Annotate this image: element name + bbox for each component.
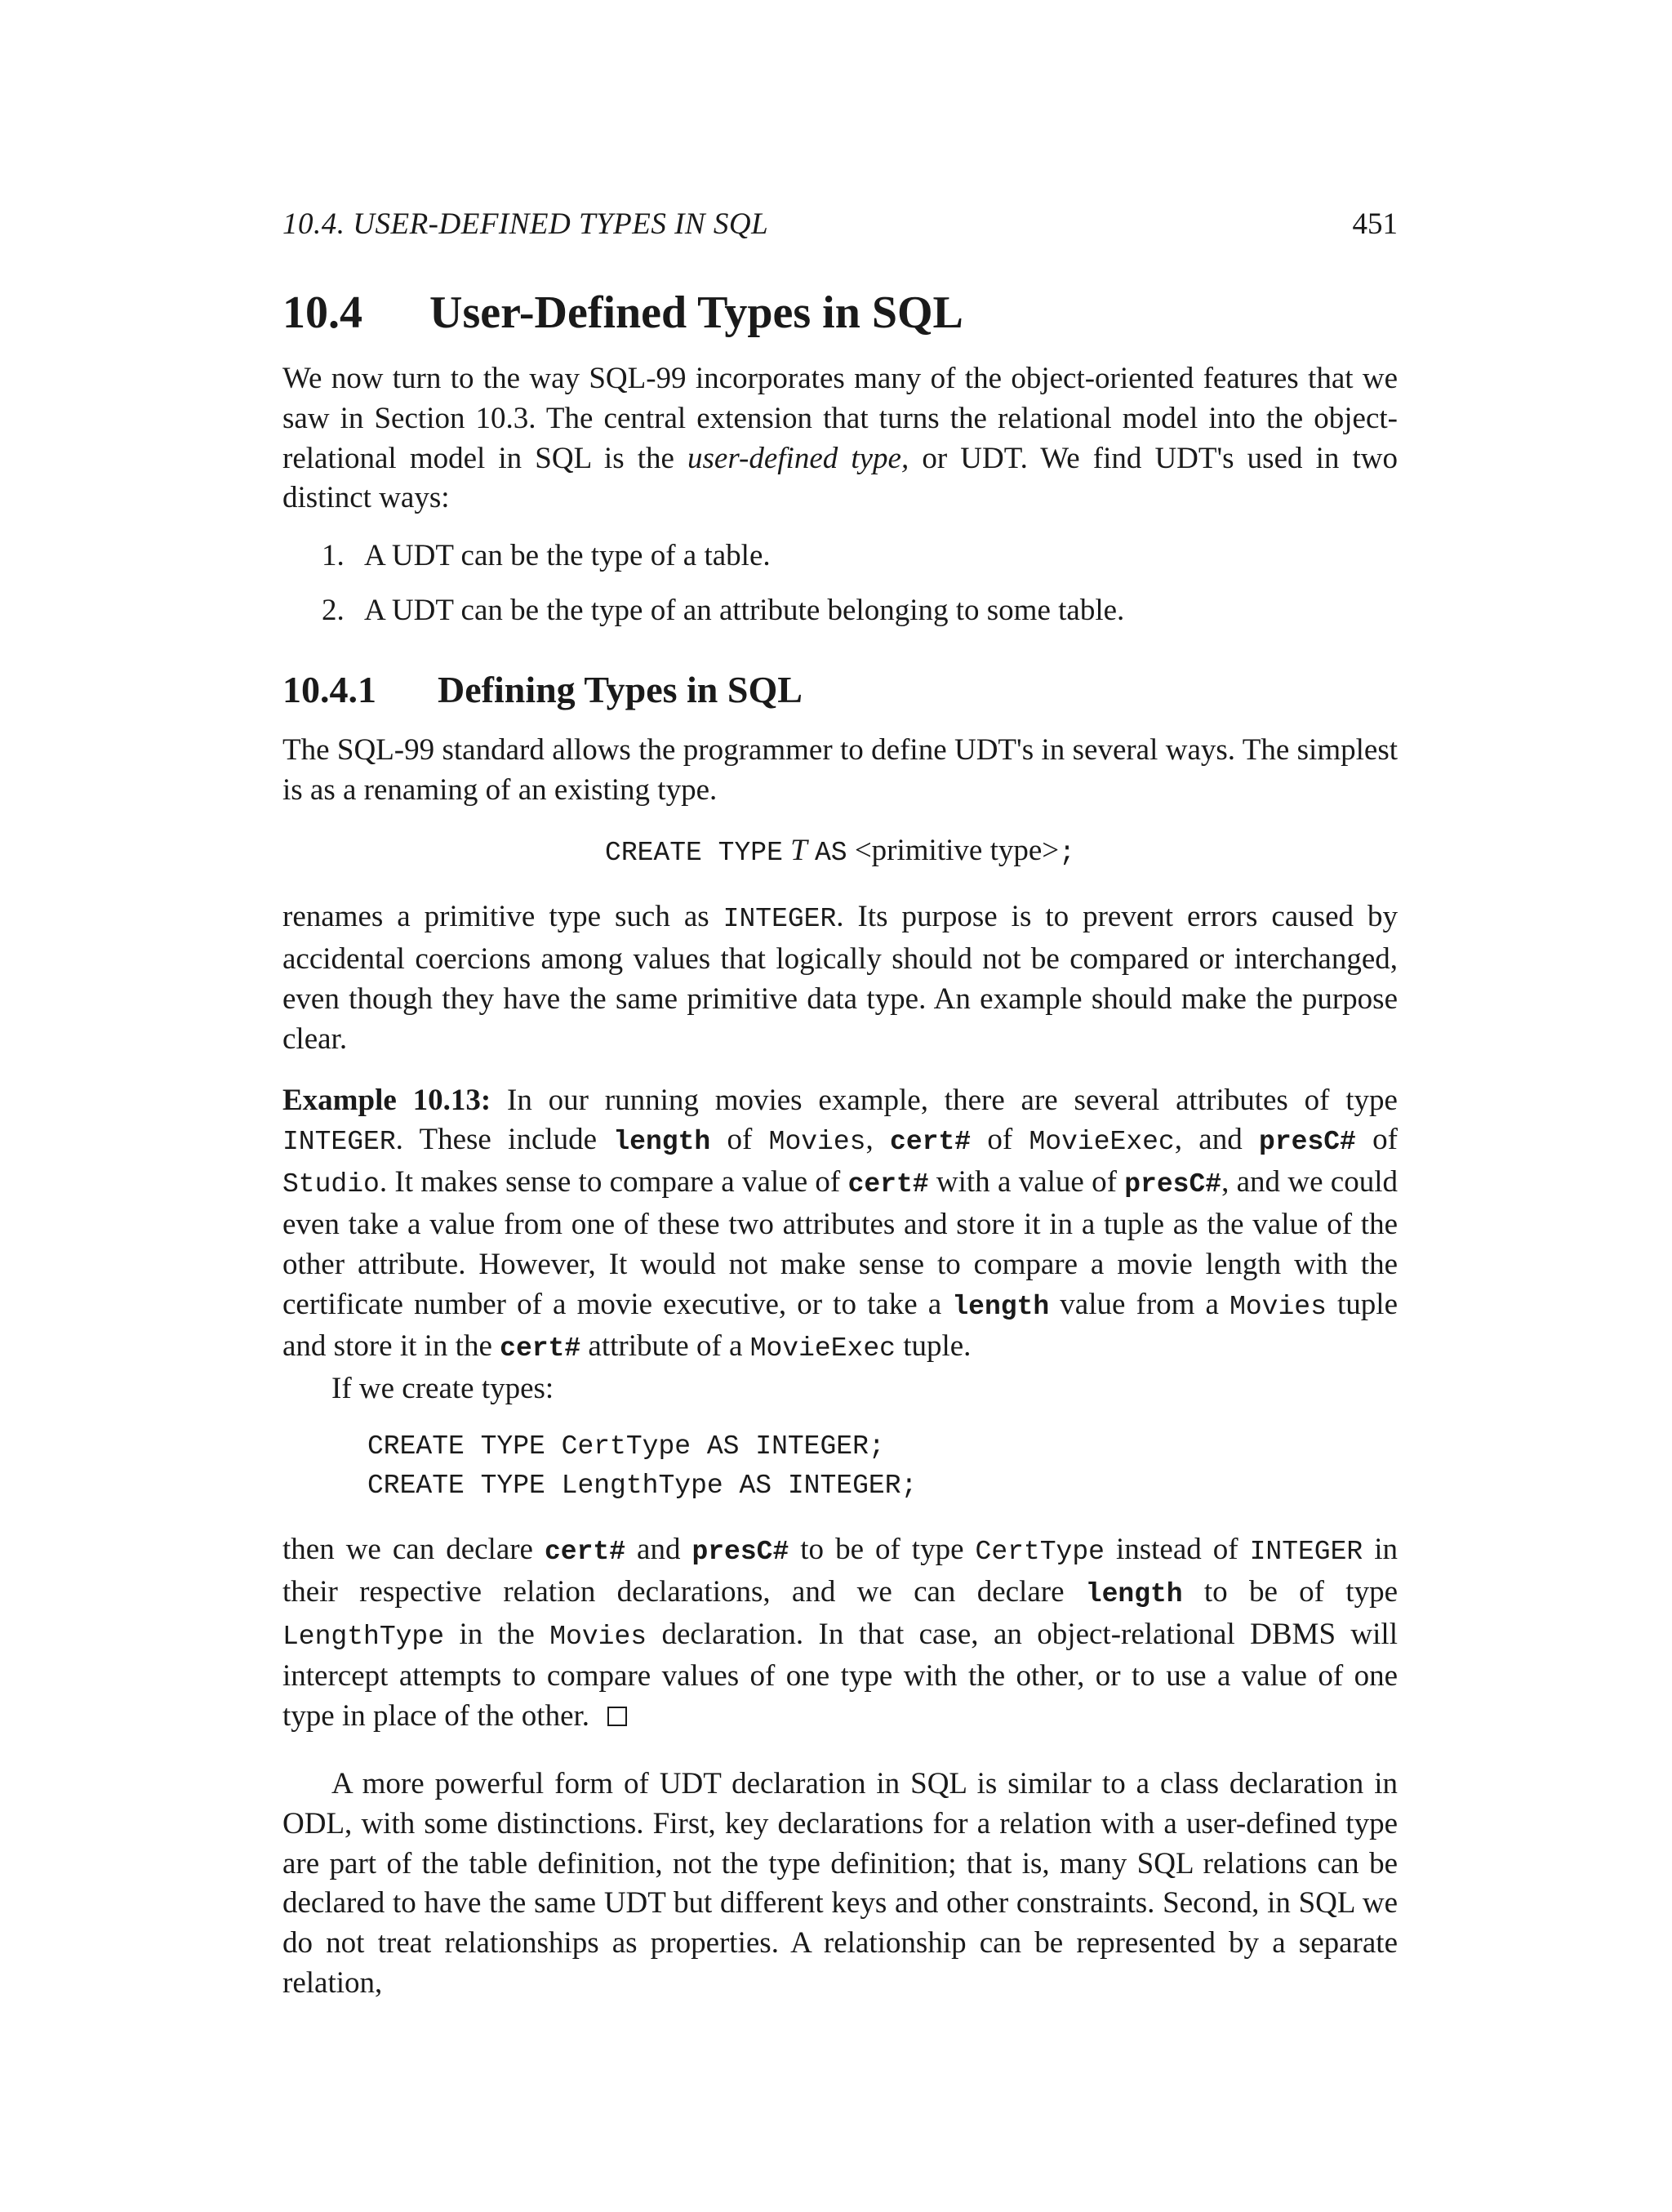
code-line: CREATE TYPE LengthType AS INTEGER;	[367, 1470, 918, 1501]
example-text: tuple and store it in the	[282, 1287, 1398, 1364]
p3-code: cert#	[544, 1536, 626, 1567]
p3-text: to be of type	[789, 1532, 976, 1566]
create-type-syntax	[282, 831, 1398, 873]
example-text: of	[1355, 1123, 1398, 1157]
code-line: CREATE TYPE CertType AS INTEGER;	[367, 1431, 885, 1462]
example-code: MovieExec	[1029, 1127, 1175, 1158]
section-title: User-Defined Types in SQL	[429, 287, 963, 338]
section-heading	[282, 284, 1398, 341]
example-paragraph-2: If we create types:	[331, 1372, 554, 1406]
list-item-text: A UDT can be the type of a table.	[364, 539, 771, 573]
running-head	[282, 204, 1398, 245]
list-item-marker: 2.	[322, 593, 345, 627]
example-text: with a value of	[928, 1165, 1125, 1199]
subsection-heading	[282, 667, 1398, 713]
subsection-number: 10.4.1	[282, 668, 376, 710]
code-block	[367, 1427, 1398, 1506]
p3-text: to be of type	[1182, 1574, 1398, 1609]
section-intro-paragraph	[282, 359, 1398, 519]
list-item	[282, 591, 1398, 631]
example-code: presC#	[1124, 1169, 1222, 1200]
p2-text-1: renames a primitive type such as	[282, 900, 723, 934]
example-text: of	[710, 1123, 769, 1157]
example-code: length	[613, 1127, 711, 1158]
example-code: cert#	[500, 1333, 581, 1364]
example-text: . These include	[395, 1123, 614, 1157]
example-text: ,	[865, 1123, 891, 1157]
p2-text-2: . Its purpose is to prevent errors caused by accidental coercions among values that logically should not be compared or interchanged, even though they have the same primitive data type. An example should make the purpose clear.	[282, 900, 1398, 1056]
example-text: In our running movies example, there are several attributes of type	[491, 1083, 1398, 1117]
syntax-as-keyword: AS	[814, 838, 847, 869]
example-text: of	[971, 1123, 1029, 1157]
p3-code: length	[1085, 1578, 1183, 1609]
example-code: Movies	[1230, 1291, 1327, 1322]
subsection-paragraph-1: The SQL-99 standard allows the programmer to define UDT's in several ways. The simplest is as a renaming of an existing type.	[282, 732, 1398, 807]
running-head-title: 10.4. USER-DEFINED TYPES IN SQL	[282, 207, 769, 241]
subsection-title: Defining Types in SQL	[438, 668, 803, 710]
p3-text: in the	[444, 1617, 550, 1651]
list-item	[282, 536, 1398, 576]
intro-text-2: or UDT. We find UDT's used in two distinct ways:	[282, 441, 1398, 515]
example-label: Example 10.13:	[282, 1083, 491, 1117]
p3-code: Movies	[549, 1621, 647, 1652]
udt-uses-list	[282, 536, 1398, 631]
p3-text: and	[625, 1532, 692, 1566]
example-code: Movies	[768, 1127, 866, 1158]
syntax-keyword: CREATE TYPE	[605, 838, 783, 869]
example-code: cert#	[890, 1127, 972, 1158]
example-code: INTEGER	[282, 1127, 396, 1158]
p3-code: INTEGER	[1249, 1536, 1363, 1567]
example-text: . It makes sense to compare a value of	[379, 1165, 848, 1199]
p3-text: then we can declare	[282, 1532, 545, 1566]
section-number: 10.4	[282, 287, 362, 338]
example-text: , and	[1174, 1123, 1260, 1157]
example-text: tuple.	[895, 1329, 972, 1364]
book-page	[282, 204, 1398, 2004]
end-of-example-square-icon	[607, 1707, 627, 1726]
page-number: 451	[1352, 207, 1398, 241]
intro-emphasis: user-defined type,	[687, 441, 909, 475]
closing-paragraph: A more powerful form of UDT declaration in SQL is similar to a class declaration in ODL, with some distinctions. First, key declarations for a relation with a user-defined type are part of the table definition, not the type definition; that is, many SQL relations can be declared to have the same UDT but different keys and other constraints. Second, in SQL we do not treat relationships as properties. A relationship can be represented by a separate relation,	[282, 1766, 1398, 2000]
p3-code: presC#	[691, 1536, 789, 1567]
p3-code: CertType	[975, 1536, 1105, 1567]
subsection-paragraph-2	[282, 897, 1398, 1059]
example-paragraph-3	[282, 1530, 1398, 1737]
example-code: MovieExec	[749, 1333, 896, 1364]
example-text: , and we could even take a value from one of these two attributes and store it in a tuple as the value of the other attribute. However, It would not make sense to compare a movie length with the certificate number of a movie executive, or to take a	[282, 1165, 1398, 1321]
syntax-primitive-type: <primitive type>	[854, 834, 1060, 868]
p3-text: in their respective relation declarations, and we can declare	[282, 1532, 1398, 1609]
example-code: cert#	[847, 1169, 929, 1200]
syntax-semicolon: ;	[1059, 838, 1075, 869]
syntax-variable: T	[790, 834, 807, 868]
p3-code: LengthType	[282, 1621, 445, 1652]
example-paragraph	[282, 1081, 1398, 1370]
p2-code-1: INTEGER	[723, 904, 837, 935]
example-text: attribute of a	[580, 1329, 750, 1364]
example-code: Studio	[282, 1169, 380, 1200]
list-item-text: A UDT can be the type of an attribute belonging to some table.	[364, 593, 1125, 627]
intro-text-1: We now turn to the way SQL-99 incorporates many of the object-oriented features that we saw in Section 10.3. The central extension that turns the relational model into the object-relational model in SQL is the	[282, 362, 1398, 475]
p3-text: declaration. In that case, an object-relational DBMS will intercept attempts to compare values of one type with the other, or to use a value of one type in place of the other.	[282, 1617, 1398, 1734]
example-code: length	[952, 1291, 1050, 1322]
example-code: presC#	[1259, 1127, 1356, 1158]
example-text: value from a	[1049, 1287, 1230, 1321]
list-item-marker: 1.	[322, 539, 345, 573]
p3-text: instead of	[1104, 1532, 1250, 1566]
